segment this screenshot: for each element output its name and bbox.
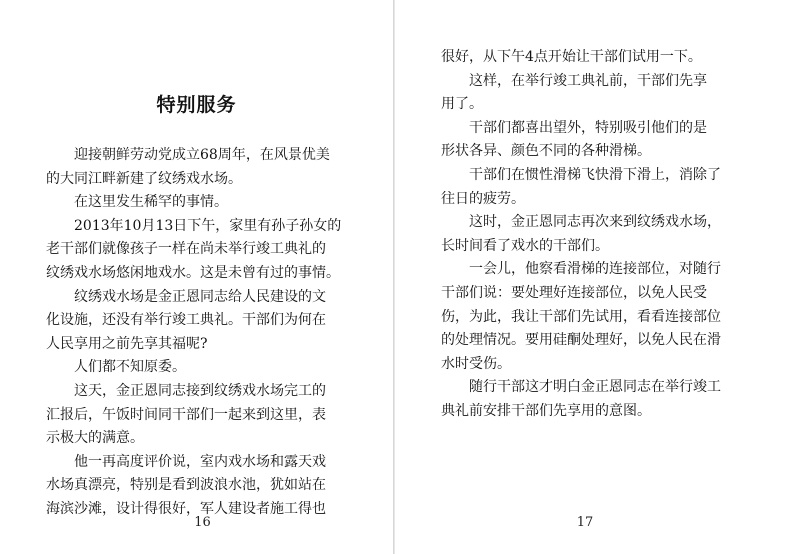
chapter-title: 特别服务 (156, 94, 237, 116)
text-line: 化设施，还没有举行竣工典礼。干部们为何在 (46, 312, 326, 329)
text-line: 海滨沙滩，设计得很好，军人建设者施工得也 (46, 500, 326, 517)
text-line: 他一再高度评价说，室内戏水场和露天戏 (46, 453, 326, 470)
text-line: 纹绣戏水场悠闲地戏水。这是未曾有过的事情。 (46, 264, 340, 281)
text-line: 干部们在惯性滑梯飞快滑下滑上，消除了 (441, 166, 721, 183)
text-line: 人民享用之前先享其福呢? (46, 335, 208, 352)
text-line: 示极大的满意。 (46, 430, 144, 447)
text-line: 干部们都喜出望外，特别吸引他们的是 (441, 119, 707, 136)
text-line: 干部们说：要处理好连接部位，以免人民受 (441, 284, 707, 301)
text-line: 水时受伤。 (441, 355, 511, 372)
text-line: 典礼前安排干部们先享用的意图。 (441, 402, 651, 419)
page-number-right: 17 (576, 515, 594, 530)
text-line: 一会儿，他察看滑梯的连接部位，对随行 (441, 261, 721, 278)
right-page-text (441, 46, 721, 424)
text-line: 很好，从下午4点开始让干部们试用一下。 (441, 49, 702, 65)
text-line: 这样，在举行竣工典礼前，干部们先享 (441, 72, 707, 89)
text-line: 形状各异、颜色不同的各种滑梯。 (441, 143, 651, 160)
text-line: 2013年10月13日下午，家里有孙子孙女的 (46, 217, 342, 234)
right-page (395, 0, 787, 554)
text-line: 这时，金正恩同志再次来到纹绣戏水场， (441, 214, 721, 231)
text-line: 往日的疲劳。 (441, 190, 525, 207)
text-line: 老干部们就像孩子一样在尚未举行竣工典礼的 (46, 241, 326, 258)
left-page-text (46, 144, 341, 522)
text-line: 用了。 (441, 96, 483, 113)
text-line: 人们都不知原委。 (46, 359, 186, 376)
text-line: 纹绣戏水场是金正恩同志给人民建设的文 (46, 288, 326, 305)
text-line: 这天，金正恩同志接到纹绣戏水场完工的 (46, 382, 326, 399)
text-line: 水场真漂亮，特别是看到波浪水池，犹如站在 (46, 477, 326, 494)
text-line: 伤，为此，我让干部们先试用，看看连接部位 (441, 308, 721, 325)
text-line: 长时间看了戏水的干部们。 (441, 237, 609, 254)
text-line: 迎接朝鲜劳动党成立68周年，在风景优美 (46, 147, 330, 163)
text-line: 汇报后，午饭时间同干部们一起来到这里，表 (46, 406, 326, 423)
left-page (0, 0, 393, 554)
text-line: 的处理情况。要用硅酮处理好，以免人民在滑 (441, 332, 721, 349)
text-line: 的大同江畔新建了纹绣戏水场。 (46, 170, 242, 187)
text-line: 在这里发生稀罕的事情。 (46, 194, 228, 211)
text-line: 随行干部这才明白金正恩同志在举行竣工 (441, 379, 721, 396)
page-number-left: 16 (194, 515, 211, 530)
